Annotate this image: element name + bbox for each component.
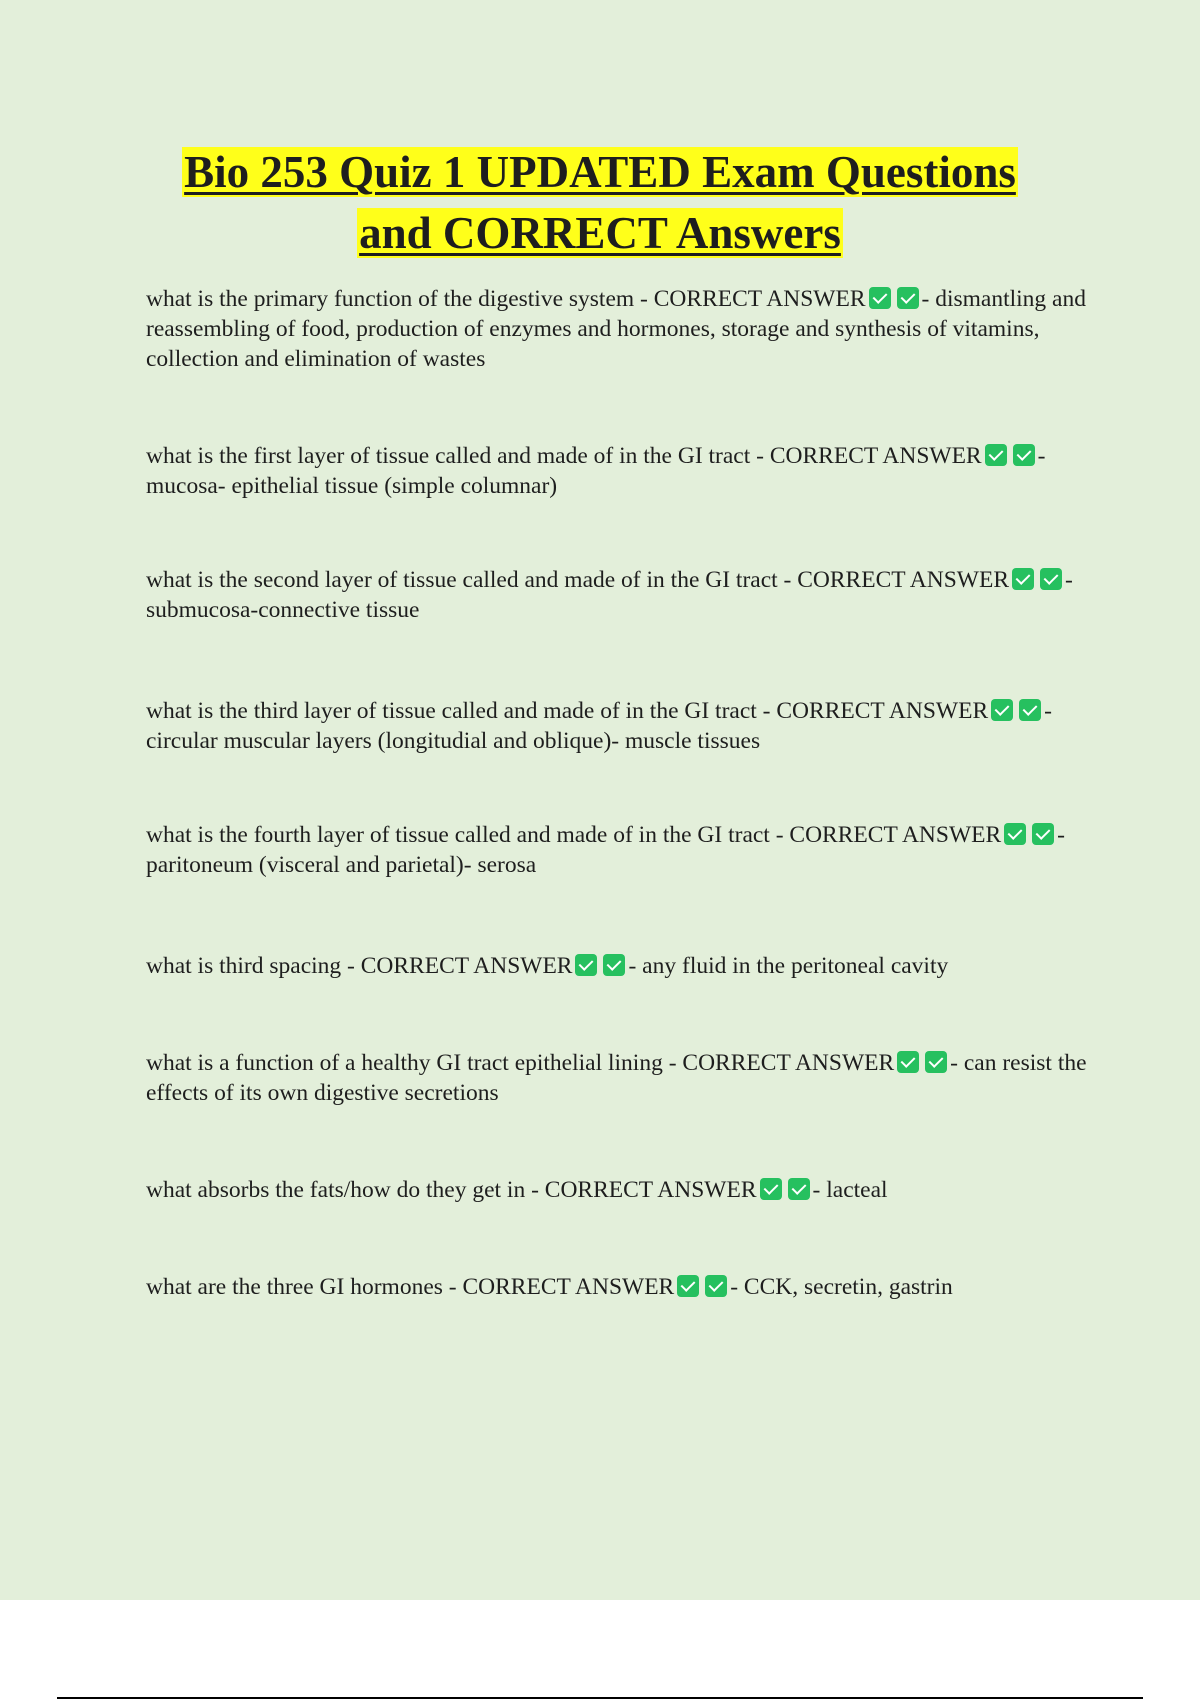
document-title-line-2: and CORRECT Answers [359,208,841,258]
check-icon [705,1275,727,1297]
answer-text: - dismantling and reassembling of food, production of enzymes and hormones, storage and synthesis of vitamins, collection and elimination of wastes [146,286,1086,372]
check-icon [1012,568,1034,590]
answer-text: - CCK, secretin, gastrin [730,1274,953,1300]
check-icon [985,444,1007,466]
document-title [0,142,1200,264]
answer-text: - lacteal [812,1177,888,1203]
check-icon [1013,444,1035,466]
qa-item [146,1175,1096,1205]
answer-text: - paritoneum (visceral and parietal)- serosa [146,822,1065,878]
question-text: what absorbs the fats/how do they get in - CORRECT ANSWER [146,1177,757,1203]
answer-text: - can resist the effects of its own digestive secretions [146,1050,1087,1106]
qa-item [146,284,1096,374]
qa-item [146,565,1096,625]
qa-item [146,820,1096,880]
qa-item [146,441,1096,501]
question-text: what is the primary function of the digestive system - CORRECT ANSWER [146,286,866,312]
check-icon [925,1051,947,1073]
check-icon [677,1275,699,1297]
question-text: what is the fourth layer of tissue called and made of in the GI tract - CORRECT ANSWER [146,822,1002,848]
answer-text: - any fluid in the peritoneal cavity [628,953,949,979]
question-text: what are the three GI hormones - CORRECT ANSWER [146,1274,675,1300]
qa-item [146,1048,1096,1108]
question-text: what is a function of a healthy GI tract epithelial lining - CORRECT ANSWER [146,1050,895,1076]
check-icon [1040,568,1062,590]
answer-text: - submucosa-connective tissue [146,567,1073,623]
check-icon [760,1178,782,1200]
check-icon [897,1051,919,1073]
footer-divider [57,1697,1143,1699]
question-text: what is the second layer of tissue called and made of in the GI tract - CORRECT ANSWER [146,567,1009,593]
check-icon [869,287,891,309]
check-icon [575,954,597,976]
check-icon [1004,823,1026,845]
check-icon [1019,699,1041,721]
check-icon [897,287,919,309]
check-icon [788,1178,810,1200]
qa-item [146,951,1096,981]
answer-text: - circular muscular layers (longitudial and oblique)- muscle tissues [146,698,1052,754]
qa-item [146,696,1096,756]
check-icon [991,699,1013,721]
qa-item [146,1272,1096,1302]
question-text: what is third spacing - CORRECT ANSWER [146,953,573,979]
question-text: what is the first layer of tissue called and made of in the GI tract - CORRECT ANSWER [146,443,982,469]
check-icon [603,954,625,976]
answer-text: - mucosa- epithelial tissue (simple columnar) [146,443,1046,499]
document-title-line-1: Bio 253 Quiz 1 UPDATED Exam Questions [184,147,1016,197]
check-icon [1032,823,1054,845]
question-text: what is the third layer of tissue called and made of in the GI tract - CORRECT ANSWER [146,698,989,724]
